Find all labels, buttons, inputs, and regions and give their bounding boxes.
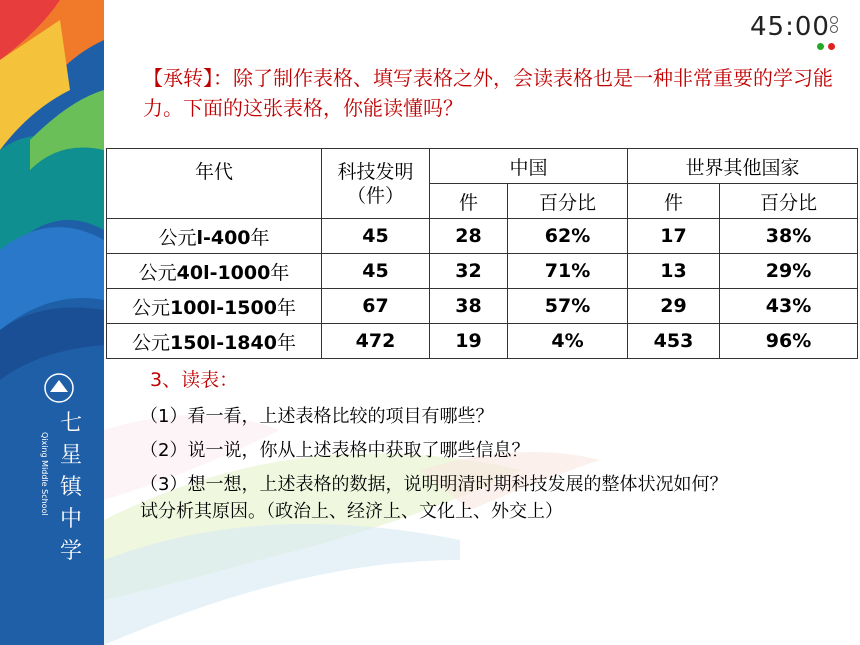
question-3-continued: 试分析其原因。（政治上、经济上、文化上、外交上） <box>140 501 563 522</box>
question-2: （2）说一说，你从上述表格中获取了哪些信息？ <box>140 440 530 461</box>
world-percent-cell: 96% <box>720 324 858 359</box>
timer-settings-icon[interactable] <box>830 16 838 24</box>
world-count-cell: 13 <box>628 254 720 289</box>
question-1: （1）看一看，上述表格比较的项目有哪些？ <box>140 406 494 427</box>
world-percent-cell: 38% <box>720 219 858 254</box>
header-inventions <box>322 149 430 219</box>
svg-text:中: 中 <box>60 507 83 532</box>
invention-statistics-table <box>106 148 858 359</box>
table-row <box>107 219 858 254</box>
svg-text:学: 学 <box>60 539 83 562</box>
era-prefix: 公元 <box>158 226 197 249</box>
svg-text:Qixing Middle School: Qixing Middle School <box>40 432 49 516</box>
table-header-row <box>107 149 858 184</box>
era-cell <box>107 324 322 359</box>
total-cell: 472 <box>322 324 430 359</box>
svg-text:星: 星 <box>60 443 83 468</box>
era-suffix: 年 <box>276 331 296 354</box>
header-inventions-unit: （件） <box>346 184 404 207</box>
intro-paragraph <box>143 63 833 123</box>
svg-text:镇: 镇 <box>60 475 83 500</box>
total-cell: 45 <box>322 219 430 254</box>
era-range: l-400 <box>196 226 251 249</box>
world-count-cell: 29 <box>628 289 720 324</box>
china-percent-cell: 4% <box>508 324 628 359</box>
china-count-cell: 32 <box>430 254 508 289</box>
header-china: 中国 <box>430 149 628 184</box>
era-cell <box>107 219 322 254</box>
header-world-count: 件 <box>628 184 720 219</box>
era-prefix: 公元 <box>132 296 171 319</box>
era-suffix: 年 <box>276 296 296 319</box>
china-percent-cell: 62% <box>508 219 628 254</box>
china-percent-cell: 57% <box>508 289 628 324</box>
school-logo <box>34 372 84 562</box>
timer-controls[interactable] <box>816 14 842 54</box>
world-percent-cell: 29% <box>720 254 858 289</box>
header-china-percent: 百分比 <box>508 184 628 219</box>
china-count-cell: 28 <box>430 219 508 254</box>
era-suffix: 年 <box>270 261 290 284</box>
china-count-cell: 38 <box>430 289 508 324</box>
table-row <box>107 324 858 359</box>
era-range: 40l-1000 <box>176 261 271 284</box>
timer-option-icon[interactable] <box>830 25 838 33</box>
header-world-percent: 百分比 <box>720 184 858 219</box>
era-cell <box>107 289 322 324</box>
total-cell: 67 <box>322 289 430 324</box>
header-world: 世界其他国家 <box>628 149 858 184</box>
header-era: 年代 <box>107 149 322 219</box>
timer-start-icon[interactable] <box>817 43 824 50</box>
china-percent-cell: 71% <box>508 254 628 289</box>
header-inventions-label: 科技发明 <box>337 160 414 183</box>
table-row <box>107 254 858 289</box>
countdown-timer: 45:00 <box>750 12 830 42</box>
world-percent-cell: 43% <box>720 289 858 324</box>
question-3: （3）想一想，上述表格的数据，说明明清时期科技发展的整体状况如何？ <box>140 474 728 495</box>
era-suffix: 年 <box>250 226 270 249</box>
china-count-cell: 19 <box>430 324 508 359</box>
world-count-cell: 453 <box>628 324 720 359</box>
world-count-cell: 17 <box>628 219 720 254</box>
intro-heading: 【承转】 <box>143 66 213 90</box>
section-title: 3、读表： <box>150 369 239 391</box>
era-prefix: 公元 <box>132 331 171 354</box>
era-prefix: 公元 <box>138 261 177 284</box>
era-range: 100l-1500 <box>170 296 277 319</box>
header-china-count: 件 <box>430 184 508 219</box>
svg-text:七: 七 <box>60 411 83 436</box>
total-cell: 45 <box>322 254 430 289</box>
table-row <box>107 289 858 324</box>
era-range: 150l-1840 <box>170 331 277 354</box>
timer-stop-icon[interactable] <box>828 43 835 50</box>
era-cell <box>107 254 322 289</box>
intro-text: ：除了制作表格、填写表格之外，会读表格也是一种非常重要的学习能力。下面的这张表格，你能读懂吗？ <box>143 66 833 120</box>
